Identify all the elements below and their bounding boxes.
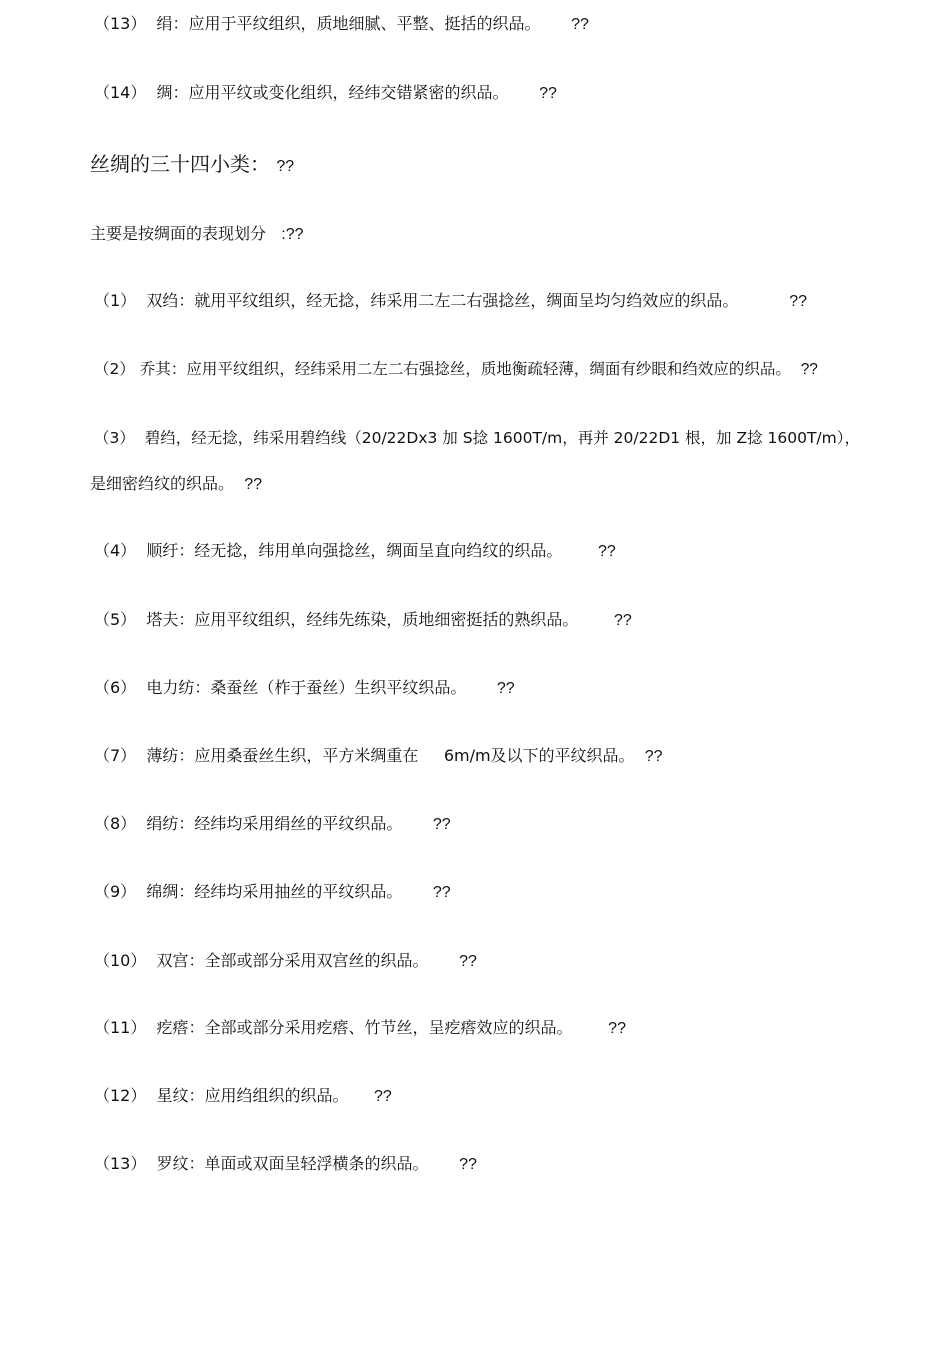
section-intro [90,223,304,246]
item-text: 疙瘩：全部或部分采用疙瘩、竹节丝，呈疙瘩效应的织品。 [156,1018,573,1037]
list-item [94,13,589,36]
item-text: 绢纺：经纬均采用绢丝的平纹织品。 [146,814,403,833]
item-tail: ?? [374,1088,392,1105]
intro-tail: :?? [281,226,304,243]
item-text: 星纹：应用绉组织的织品。 [156,1086,349,1105]
item-text: 双宫：全部或部分采用双宫丝的织品。 [156,951,429,970]
item-number: （10） [94,951,147,970]
list-item [94,1017,626,1040]
item-tail: ?? [432,884,451,901]
item-text: 罗纹：单面或双面呈轻浮横条的织品。 [156,1154,429,1173]
item-number: （14） [94,83,147,102]
item-tail: ?? [432,816,451,833]
item-tail: ?? [800,361,818,378]
section-title: 丝绸的三十四小类： [90,152,270,176]
item-number: （2） [94,360,135,378]
list-item [94,290,807,313]
list-item [94,677,515,700]
item-tail: ?? [244,476,262,493]
item-number: （9） [94,882,137,901]
item-number: （4） [94,541,137,560]
item-number: （6） [94,678,137,697]
item-tail: ?? [539,85,557,102]
list-item [94,881,451,904]
list-item [94,358,818,381]
item-text: 绵绸：经纬均采用抽丝的平纹织品。 [146,882,403,901]
item-number: （3） [94,429,135,447]
item-number: （13） [94,1154,147,1173]
item-text: 是细密绉纹的织品。 [90,474,235,493]
item-text: 乔其：应用平纹组织，经纬采用二左二右强捻丝，质地衡疏轻薄，绸面有纱眼和绉效应的织品。 [139,360,791,378]
item-tail: ?? [459,1156,477,1173]
item-text: 薄纺：应用桑蚕丝生织，平方米绸重在 [146,746,419,765]
list-item [94,1153,477,1176]
item-number: （8） [94,814,137,833]
list-item [94,427,860,449]
item-number: （5） [94,610,137,629]
item-text: 顺纡：经无捻，纬用单向强捻丝，绸面呈直向绉纹的织品。 [146,541,563,560]
item-number: （7） [94,746,137,765]
item-number: （13） [94,14,147,33]
item-text: 双绉：就用平纹组织，经无捻，纬采用二左二右强捻丝，绸面呈均匀绉效应的织品。 [146,291,739,310]
item-number: （11） [94,1018,147,1037]
list-item [94,813,451,836]
item-tail: ?? [613,612,632,629]
item-text-mid: 6m/m及以下的平纹织品。 [443,746,635,765]
list-item [94,745,663,768]
item-text: 塔夫：应用平纹组织，经纬先练染，质地细密挺括的熟织品。 [146,610,579,629]
list-item [94,82,557,105]
intro-text: 主要是按绸面的表现划分 [90,224,267,243]
item-tail: ?? [496,680,515,697]
item-tail: ?? [459,953,477,970]
item-tail: ?? [608,1020,626,1037]
item-text: 电力纺：桑蚕丝（柞于蚕丝）生织平纹织品。 [146,678,467,697]
list-item-continuation [90,473,262,496]
item-text: 碧绉，经无捻，纬采用碧绉线（20/22Dx3 加 S捻 1600T/m，再并 20/22D1 根，加 Z捻 1600T/m）， [144,429,861,447]
list-item [94,540,616,563]
item-text: 绸：应用平纹或变化组织，经纬交错紧密的织品。 [156,83,509,102]
list-item [94,609,632,632]
item-number: （1） [94,291,137,310]
item-tail: ?? [644,748,663,765]
item-tail: ?? [789,293,808,310]
item-tail: ?? [571,16,589,33]
item-tail: ?? [597,543,616,560]
item-text: 绢：应用于平纹组织，质地细腻、平整、挺括的织品。 [156,14,541,33]
list-item [94,1085,392,1108]
item-number: （12） [94,1086,147,1105]
section-title-tail: ?? [276,158,295,175]
list-item [94,950,477,973]
section-heading [90,151,294,180]
